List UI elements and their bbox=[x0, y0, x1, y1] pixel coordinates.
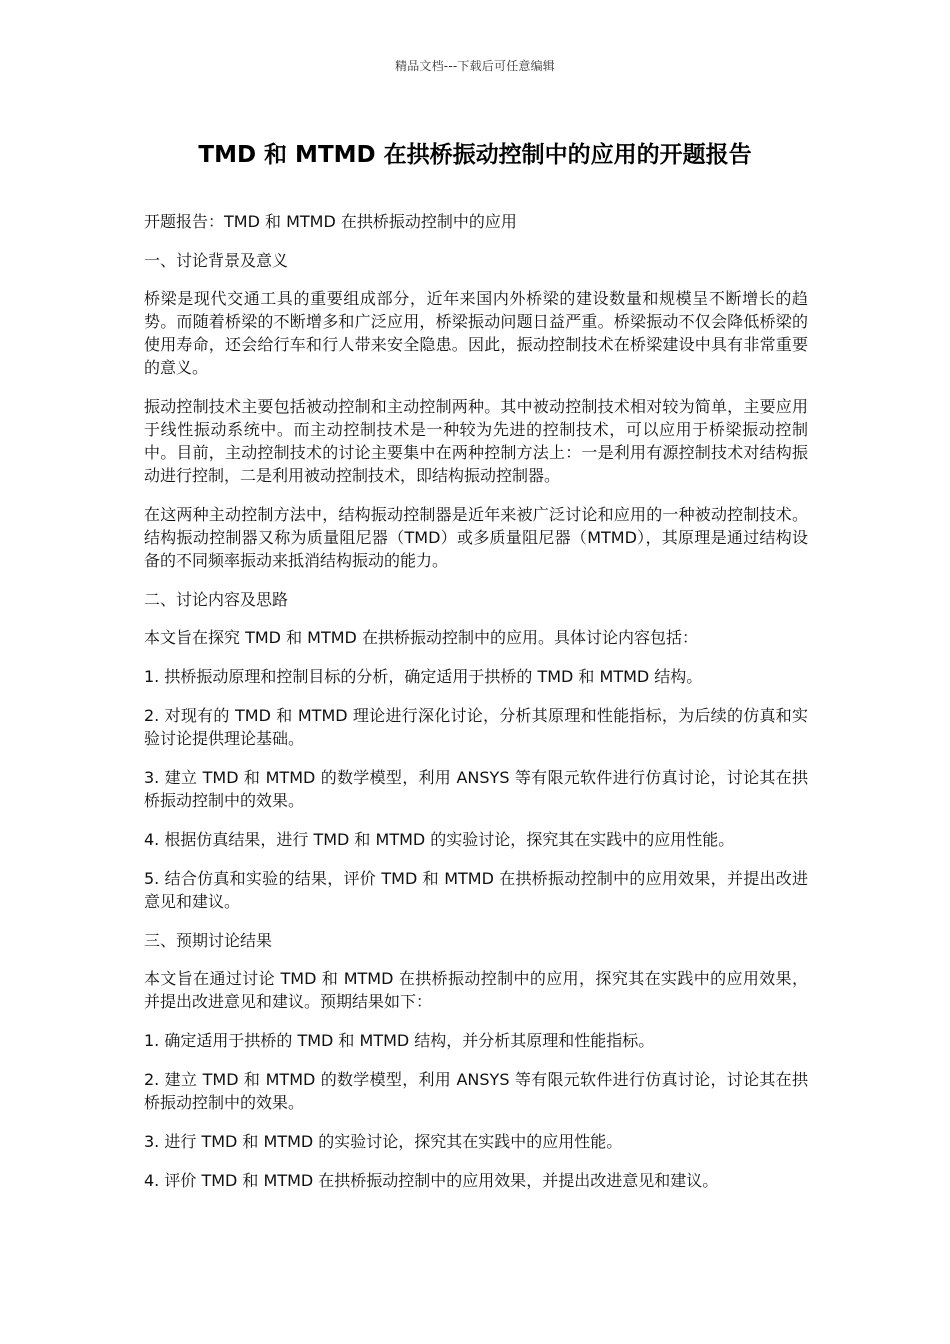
intro-line: 开题报告：TMD 和 MTMD 在拱桥振动控制中的应用 bbox=[144, 212, 517, 231]
list-item: 2. 对现有的 TMD 和 MTMD 理论进行深化讨论，分析其原理和性能指标，为后续的仿真和实验讨论提供理论基础。 bbox=[144, 706, 808, 748]
section-heading-content: 二、讨论内容及思路 bbox=[144, 590, 289, 609]
list-item: 5. 结合仿真和实验的结果，评价 TMD 和 MTMD 在拱桥振动控制中的应用效果，并提出改进意见和建议。 bbox=[144, 869, 808, 911]
section-heading-expected-results: 三、预期讨论结果 bbox=[144, 931, 273, 950]
paragraph: 振动控制技术主要包括被动控制和主动控制两种。其中被动控制技术相对较为简单，主要应用于线性振动系统中。而主动控制技术是一种较为先进的控制技术，可以应用于桥梁振动控制中。目前，主动控制技术的讨论主要集中在两种控制方法上：一是利用有源控制技术对结构振动进行控制，二是利用被动控制技术，即结构振动控制器。 bbox=[144, 397, 808, 485]
document-title: TMD 和 MTMD 在拱桥振动控制中的应用的开题报告 bbox=[198, 142, 752, 168]
header-note: 精品文档---下载后可任意编辑 bbox=[395, 59, 555, 73]
document-body bbox=[144, 210, 808, 1208]
section-lead: 本文旨在探究 TMD 和 MTMD 在拱桥振动控制中的应用。具体讨论内容包括： bbox=[144, 628, 698, 647]
list-item: 4. 评价 TMD 和 MTMD 在拱桥振动控制中的应用效果，并提出改进意见和建议。 bbox=[144, 1171, 719, 1190]
list-item: 3. 进行 TMD 和 MTMD 的实验讨论，探究其在实践中的应用性能。 bbox=[144, 1132, 623, 1151]
section-lead: 本文旨在通过讨论 TMD 和 MTMD 在拱桥振动控制中的应用，探究其在实践中的应用效果，并提出改进意见和建议。预期结果如下： bbox=[144, 969, 808, 1011]
list-item: 1. 确定适用于拱桥的 TMD 和 MTMD 结构，并分析其原理和性能指标。 bbox=[144, 1031, 655, 1050]
list-item: 1. 拱桥振动原理和控制目标的分析，确定适用于拱桥的 TMD 和 MTMD 结构。 bbox=[144, 667, 703, 686]
list-item: 2. 建立 TMD 和 MTMD 的数学模型，利用 ANSYS 等有限元软件进行仿真讨论，讨论其在拱桥振动控制中的效果。 bbox=[144, 1070, 808, 1112]
list-item: 3. 建立 TMD 和 MTMD 的数学模型，利用 ANSYS 等有限元软件进行仿真讨论，讨论其在拱桥振动控制中的效果。 bbox=[144, 768, 808, 810]
results-list bbox=[144, 1029, 808, 1192]
content-list bbox=[144, 665, 808, 913]
list-item: 4. 根据仿真结果，进行 TMD 和 MTMD 的实验讨论，探究其在实践中的应用性能。 bbox=[144, 830, 735, 849]
paragraph: 在这两种主动控制方法中，结构振动控制器是近年来被广泛讨论和应用的一种被动控制技术。结构振动控制器又称为质量阻尼器（TMD）或多质量阻尼器（MTMD），其原理是通过结构设备的不同频率振动来抵消结构振动的能力。 bbox=[144, 505, 808, 570]
paragraph: 桥梁是现代交通工具的重要组成部分，近年来国内外桥梁的建设数量和规模呈不断增长的趋势。而随着桥梁的不断增多和广泛应用，桥梁振动问题日益严重。桥梁振动不仅会降低桥梁的使用寿命，还会给行车和行人带来安全隐患。因此，振动控制技术在桥梁建设中具有非常重要的意义。 bbox=[144, 289, 808, 377]
section-heading-background: 一、讨论背景及意义 bbox=[144, 251, 289, 270]
